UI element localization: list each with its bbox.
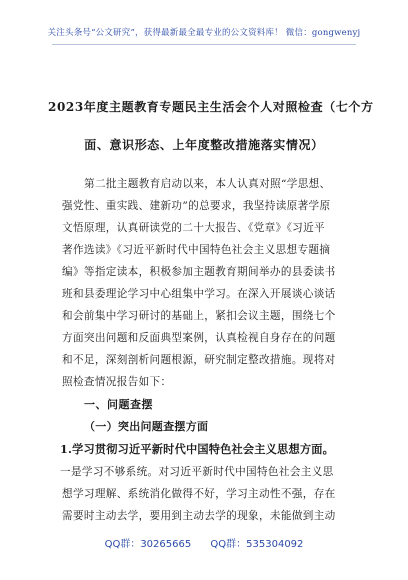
intro-line: 和不足，深刻剖析问题根源，研究制定整改措施。现将对 [62,354,336,366]
intro-line: 文悟原理，认真研读党的二十大报告、《党章》《习近平 [62,222,325,234]
intro-line: 强党性、重实践、建新功”的总要求，我坚持读原著学原 [62,200,331,212]
intro-line: 照检查情况报告如下： [62,376,172,388]
section-heading: 一、问题查摆 [84,398,153,411]
header-divider [52,44,356,45]
document-title-line-2: 面、意识形态、上年度整改措施落实情况） [84,138,324,152]
intro-line: 和会前集中学习研讨的基础上，紧扣会议主题，围绕七个 [62,310,336,322]
point-heading: 1.学习贯彻习近平新时代中国特色社会主义思想方面。 [60,442,334,456]
footer-qq-group-1: QQ群：30265665 [104,539,192,550]
point-body-line: 一是学习不够系统。对习近平新时代中国特色社会主义思 [60,466,334,478]
footer-qq-group-2: QQ群：535304092 [210,539,304,550]
intro-line: 方面突出问题和反面典型案例，认真检视自身存在的问题 [62,332,336,344]
point-body-line: 需要时主动去学，要用到主动去学的现象，未能做到主动 [62,510,336,522]
footer [0,535,408,550]
subsection-heading: （一）突出问题查摆方面 [84,420,209,433]
intro-line: 编》等指定读本，积极参加主题教育期间举办的县委读书 [62,266,336,278]
header-banner: 关注头条号“公文研究”，获得最新最全最专业的公文资料库！ 微信：gongwenyj [47,28,361,38]
intro-line: 班和县委理论学习中心组集中学习。在深入开展谈心谈话 [62,288,336,300]
document-title-line-1: 2023年度主题教育专题民主生活会个人对照检查（七个方 [48,100,374,114]
intro-line: 著作选读》《习近平新时代中国特色社会主义思想专题摘 [62,244,331,256]
point-body-line: 想学习理解、系统消化做得不好，学习主动性不强，存在 [62,488,336,500]
intro-line: 第二批主题教育启动以来，本人认真对照“学思想、 [84,178,331,190]
